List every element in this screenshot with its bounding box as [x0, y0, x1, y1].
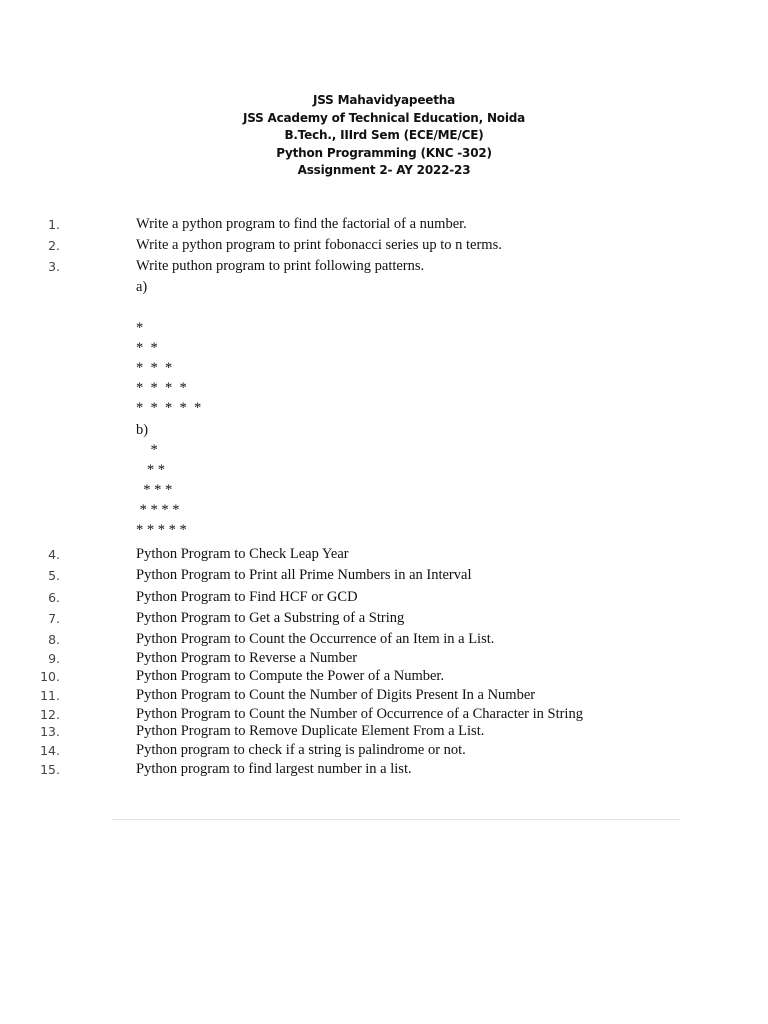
pattern-a-label: a) [136, 279, 148, 295]
item-number: 12. [40, 707, 60, 722]
item-text: Python Program to Check Leap Year [136, 546, 349, 562]
item-text: Write a python program to print fobonacci series up to n terms. [136, 237, 502, 253]
pattern-a-line: * [136, 320, 144, 336]
pattern-b-line: * * * * * [136, 522, 187, 538]
item-text: Python Program to Get a Substring of a String [136, 610, 405, 626]
item-text: Write a python program to find the factorial of a number. [136, 216, 467, 232]
item-text: Python program to find largest number in a list. [136, 761, 412, 777]
pattern-b-line: * [136, 442, 158, 458]
item-number: 7. [48, 611, 60, 626]
item-number: 14. [40, 743, 60, 758]
item-number: 13. [40, 724, 60, 739]
pattern-b-line: * * * [136, 482, 173, 498]
item-text: Python Program to Find HCF or GCD [136, 589, 358, 605]
item-text: Python Program to Remove Duplicate Element From a List. [136, 723, 485, 739]
item-number: 2. [48, 238, 60, 253]
item-text: Python Program to Count the Number of Occurrence of a Character in String [136, 706, 583, 722]
item-text: Python program to check if a string is palindrome or not. [136, 742, 466, 758]
pattern-b-line: * * * * [136, 502, 180, 518]
item-text: Python Program to Count the Number of Digits Present In a Number [136, 687, 536, 703]
item-number: 9. [48, 651, 60, 666]
pattern-a-line: * * * * [136, 380, 187, 396]
item-number: 3. [48, 259, 60, 274]
item-number: 11. [40, 688, 60, 703]
institution-name: JSS Mahavidyapeetha [313, 93, 455, 107]
pattern-b-line: * * [136, 462, 165, 478]
item-text: Python Program to Compute the Power of a Number. [136, 668, 445, 684]
pattern-a-line: * * * * * [136, 400, 202, 416]
item-text: Write puthon program to print following patterns. [136, 258, 425, 274]
item-text: Python Program to Count the Occurrence of an Item in a List. [136, 631, 495, 647]
item-number: 8. [48, 632, 60, 647]
item-number: 4. [48, 547, 60, 562]
academy-name: JSS Academy of Technical Education, Noida [242, 110, 526, 125]
assignment-title: Assignment 2- AY 2022-23 [297, 163, 471, 177]
item-number: 1. [48, 217, 60, 232]
pattern-a-line: * * [136, 340, 158, 356]
item-number: 15. [40, 762, 60, 777]
item-number: 5. [48, 568, 60, 583]
page-divider [112, 819, 680, 820]
subject-title: Python Programming (KNC -302) [276, 145, 492, 160]
pattern-a-line: * * * [136, 360, 173, 376]
document-header [0, 92, 768, 180]
item-number: 10. [40, 669, 60, 684]
item-text: Python Program to Reverse a Number [136, 650, 358, 666]
course-semester: B.Tech., IIIrd Sem (ECE/ME/CE) [284, 128, 484, 142]
item-number: 6. [48, 590, 60, 605]
item-text: Python Program to Print all Prime Numbers in an Interval [136, 567, 472, 583]
pattern-b-label: b) [136, 422, 149, 438]
